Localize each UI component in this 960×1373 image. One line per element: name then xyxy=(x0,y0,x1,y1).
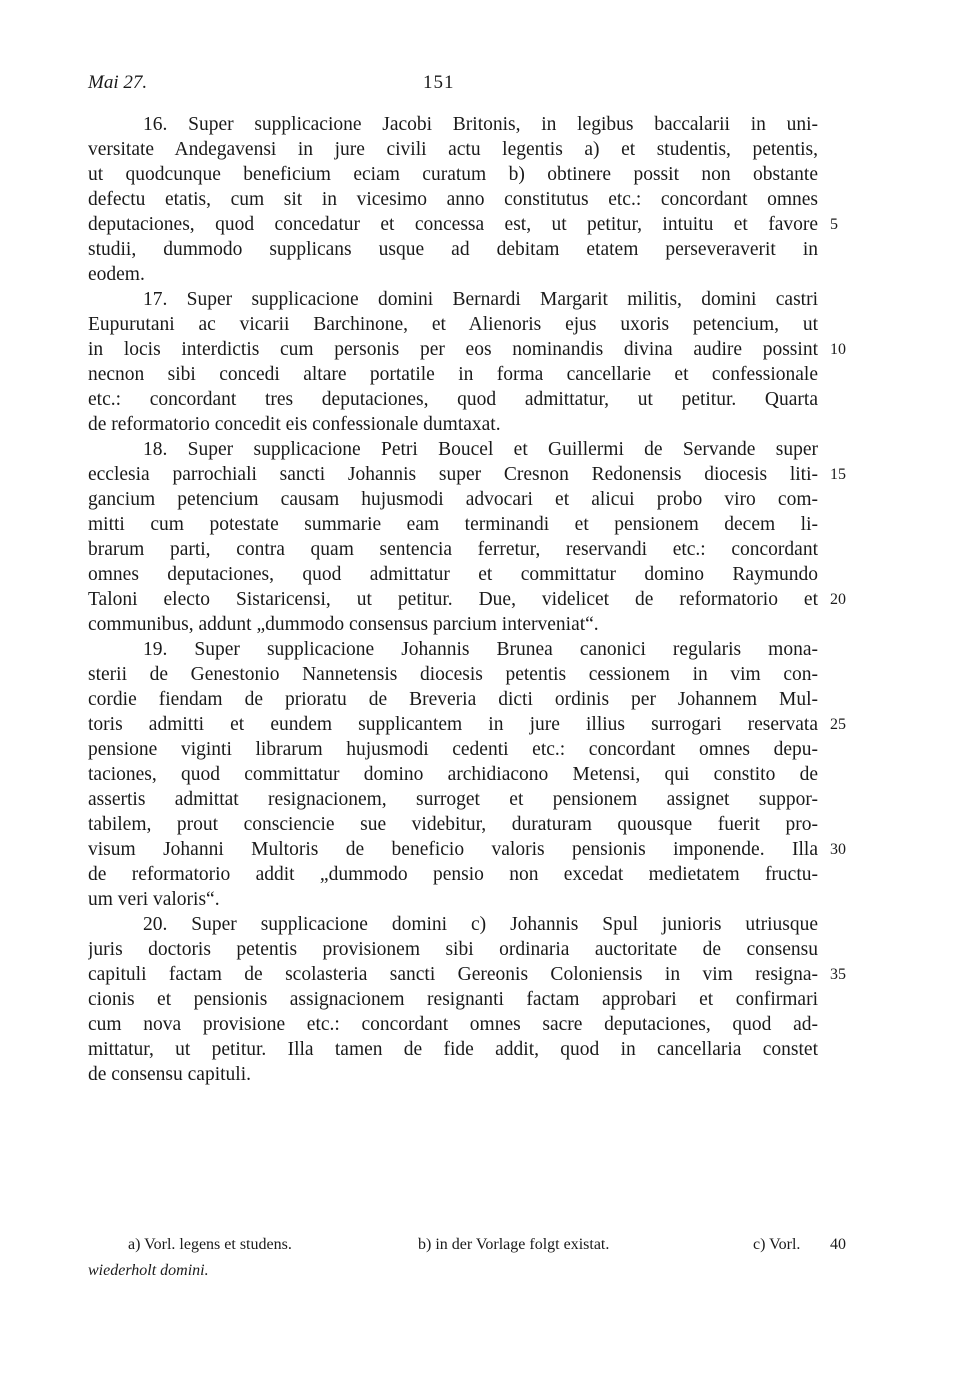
footnote-b: b) in der Vorlage folgt existat. xyxy=(418,1236,610,1253)
text-line: juris doctoris petentis provisionem sibi ordinaria auctoritate de consensu xyxy=(88,939,818,960)
text-line: 20. Super supplicacione domini c) Johannis Spul junioris utriusque xyxy=(143,914,818,935)
footnote-row xyxy=(88,1258,848,1284)
footnote-a: a) Vorl. legens et studens. xyxy=(128,1236,292,1253)
text-line: in locis interdictis cum personis per eos nominandis divina audire possint xyxy=(88,339,818,360)
text-line: etc.: concordant tres deputaciones, quod admittatur, ut petitur. Quarta xyxy=(88,389,818,410)
footnote-line-number: 40 xyxy=(830,1236,846,1253)
footnote-c: c) Vorl. xyxy=(753,1236,801,1253)
text-line: taciones, quod committatur domino archidiacono Metensi, qui constito de xyxy=(88,764,818,785)
text-line: de consensu capituli. xyxy=(88,1064,251,1085)
header-date: Mai 27. xyxy=(88,72,148,93)
text-line: de reformatorio concedit eis confessionale dumtaxat. xyxy=(88,414,501,435)
text-line: assertis admittat resignacionem, surroget et pensionem assignet suppor- xyxy=(88,789,818,810)
text-line: de reformatorio addit „dummodo pensio non excedat medietatem fructu- xyxy=(88,864,818,885)
text-line: 18. Super supplicacione Petri Boucel et Guillermi de Servande super xyxy=(143,439,818,460)
page-number: 151 xyxy=(423,72,455,93)
margin-line-number: 5 xyxy=(830,216,838,233)
margin-line-number: 35 xyxy=(830,966,846,983)
text-line: ecclesia parrochiali sancti Johannis super Cresnon Redonensis diocesis liti- xyxy=(88,464,818,485)
text-line: tabilem, prout consciencie sue videbitur, duraturam quousque fuerit pro- xyxy=(88,814,818,835)
text-line: 17. Super supplicacione domini Bernardi Margarit militis, domini castri xyxy=(143,289,818,310)
text-line: necnon sibi concedi altare portatile in forma cancellarie et confessionale xyxy=(88,364,818,385)
footnote-c-continued: wiederholt domini. xyxy=(88,1262,209,1279)
text-line: cordie fiendam de prioratu de Breveria dicti ordinis per Johannem Mul- xyxy=(88,689,818,710)
text-line: ut quodcunque beneficium eciam curatum b) obtinere possit non obstante xyxy=(88,164,818,185)
margin-line-number: 10 xyxy=(830,341,846,358)
text-line: defectu etatis, cum sit in vicesimo anno constitutus etc.: concordant omnes xyxy=(88,189,818,210)
text-line: deputaciones, quod concedatur et concessa est, ut petitur, intuitu et favore xyxy=(88,214,818,235)
text-line: mitti cum potestate summarie eam terminandi et pensionem decem li- xyxy=(88,514,818,535)
text-line: eodem. xyxy=(88,264,145,285)
text-line: cionis et pensionis assignacionem resignanti factam approbari et confirmari xyxy=(88,989,818,1010)
margin-line-number: 25 xyxy=(830,716,846,733)
text-line: Taloni electo Sistaricensi, ut petitur. Due, videlicet de reformatorio et xyxy=(88,589,818,610)
text-line: visum Johanni Multoris de beneficio valoris pensionis imponende. Illa xyxy=(88,839,818,860)
text-line: cum nova provisione etc.: concordant omnes sacre deputaciones, quod ad- xyxy=(88,1014,818,1035)
text-line: sterii de Genestonio Nannetensis diocesis petentis cessionem in vim con- xyxy=(88,664,818,685)
text-line: um veri valoris“. xyxy=(88,889,220,910)
text-line: 19. Super supplicacione Johannis Brunea canonici regularis mona- xyxy=(143,639,818,660)
text-line: capituli factam de scolasteria sancti Gereonis Coloniensis in vim resigna- xyxy=(88,964,818,985)
text-line: studii, dummodo supplicans usque ad debitam etatem perseveraverit in xyxy=(88,239,818,260)
footnote-row xyxy=(88,1232,848,1258)
text-line: pensione viginti librarum hujusmodi cedenti etc.: concordant omnes depu- xyxy=(88,739,818,760)
footnotes xyxy=(88,1232,848,1284)
margin-line-number: 15 xyxy=(830,466,846,483)
text-line: mittatur, ut petitur. Illa tamen de fide addit, quod in cancellaria constet xyxy=(88,1039,818,1060)
text-line: versitate Andegavensi in jure civili actu legentis a) et studentis, petentis, xyxy=(88,139,818,160)
text-line: Eupurutani ac vicarii Barchinone, et Alienoris ejus uxoris petencium, ut xyxy=(88,314,818,335)
margin-line-number: 20 xyxy=(830,591,846,608)
text-line: 16. Super supplicacione Jacobi Britonis, in legibus baccalarii in uni- xyxy=(143,114,818,135)
text-line: brarum parti, contra quam sentencia ferretur, reservandi etc.: concordant xyxy=(88,539,818,560)
text-line: communibus, addunt „dummodo consensus parcium interveniat“. xyxy=(88,614,599,635)
main-text xyxy=(88,112,818,1087)
text-line: toris admitti et eundem supplicantem in jure illius surrogari reservata xyxy=(88,714,818,735)
text-line: omnes deputaciones, quod admittatur et committatur domino Raymundo xyxy=(88,564,818,585)
running-header xyxy=(88,72,818,102)
margin-line-number: 30 xyxy=(830,841,846,858)
text-line: gancium petencium causam hujusmodi advocari et alicui probo viro com- xyxy=(88,489,818,510)
